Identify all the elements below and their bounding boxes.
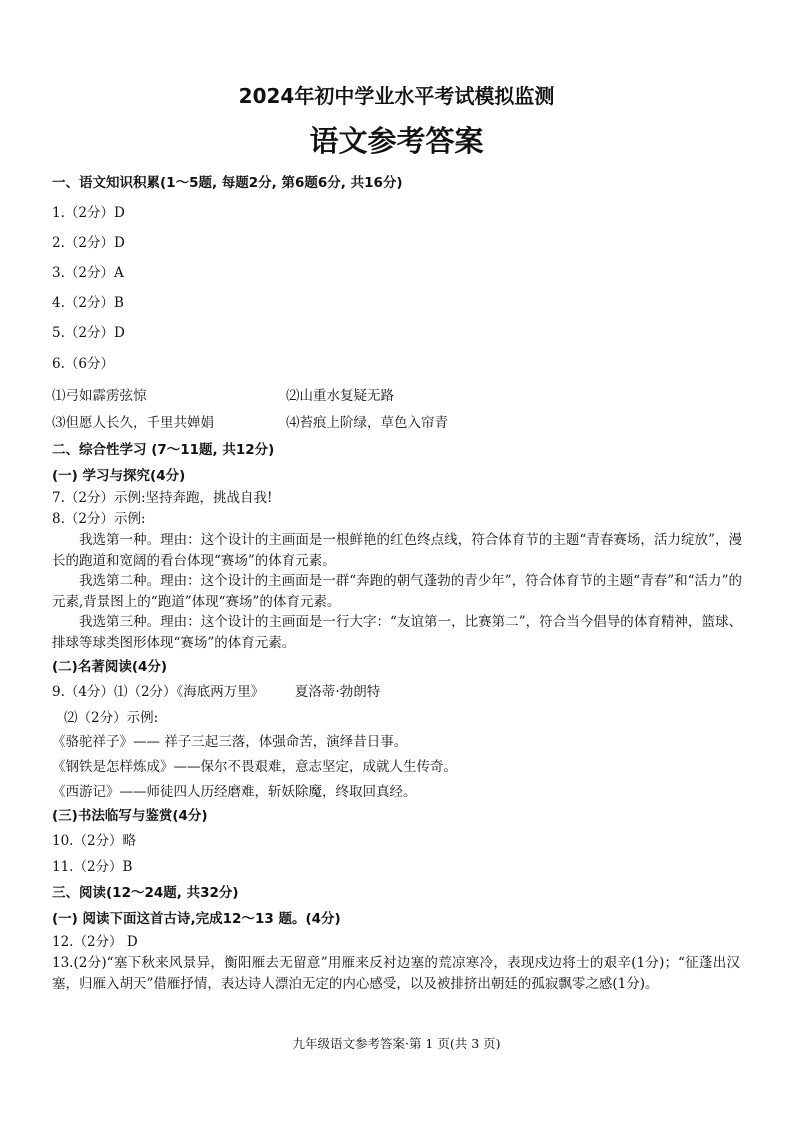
answer-8-choice1: 我选第一种。理由：这个设计的主画面是一根鲜艳的红色终点线，符合体育节的主题“青春赛场，活力绽放”，漫长的跑道和宽阔的看台体现“赛场”的体育元素。: [52, 532, 742, 569]
answer-11: 11.（2分）B: [52, 859, 133, 875]
answer-6-part4: ⑷苔痕上阶绿，草色入帘青: [286, 415, 448, 431]
answer-8-choice2: 我选第二种。理由：这个设计的主画面是一群“奔跑的朝气蓬勃的青少年”，符合体育节的主题“青春”和“活力”的元素,背景图上的“跑道”体现“赛场”的体育元素。: [52, 573, 742, 610]
answer-6: 6.（6分）: [52, 356, 114, 372]
answer-5: 5.（2分）D: [52, 325, 125, 341]
answer-13: 13.(2分)“塞下秋来风景异，衡阳雁去无留意”用雁来反衬边塞的荒凉寒冷，表现戍边将士的艰辛(1分)；“征蓬出汉塞，归雁入胡天”借雁抒情，表达诗人漂泊无定的内心感受，以及被排挤出朝廷的孤寂飘零之感(1分)。: [52, 955, 740, 992]
section3-heading: 三、阅读(12～24题, 共32分): [52, 885, 239, 901]
answer-8: 8.（2分）示例:: [52, 511, 146, 527]
answer-2: 2.（2分）D: [52, 235, 125, 251]
answer-4: 4.（2分）B: [52, 295, 124, 311]
document-subtitle: 语文参考答案: [309, 124, 484, 158]
section3-sub1: (一) 阅读下面这首古诗,完成12～13 题。(4分): [52, 911, 341, 927]
answer-6-part1: ⑴弓如霹雳弦惊: [52, 388, 147, 404]
answer-10: 10.（2分）略: [52, 833, 137, 849]
page-footer: 九年级语文参考答案·第 1 页(共 3 页): [292, 1036, 501, 1051]
section2-heading: 二、综合性学习 (7～11题, 共12分): [52, 442, 275, 458]
answer-9-book: 9.（4分）⑴（2分）《海底两万里》: [52, 684, 265, 700]
book-example-1: 《骆驼祥子》—— 祥子三起三落，体强命苦，演绎昔日事。: [52, 734, 408, 750]
answer-7: 7.（2分）示例:坚持奔跑，挑战自我!: [52, 490, 273, 506]
answer-3: 3.（2分）A: [52, 265, 124, 281]
section2-sub2: (二)名著阅读(4分): [52, 659, 168, 675]
answer-12: 12.（2分） D: [52, 934, 138, 950]
answer-1: 1.（2分）D: [52, 205, 125, 221]
exam-title: 2024年初中学业水平考试模拟监测: [238, 84, 555, 108]
book-example-2: 《钢铁是怎样炼成》——保尔不畏艰难，意志坚定，成就人生传奇。: [52, 759, 457, 775]
answer-9-author: 夏洛蒂·勃朗特: [294, 684, 381, 700]
section2-sub3: (三)书法临写与鉴赏(4分): [52, 808, 208, 824]
book-example-3: 《西游记》——师徒四人历经磨难，斩妖除魔，终取回真经。: [52, 784, 417, 800]
answer-6-part2: ⑵山重水复疑无路: [286, 388, 394, 404]
section1-heading: 一、语文知识积累(1～5题, 每题2分, 第6题6分, 共16分): [52, 175, 403, 191]
answer-9-part2: ⑵（2分）示例:: [64, 710, 159, 726]
answer-8-choice3: 我选第三种。理由：这个设计的主画面是一行大字：“友谊第一，比赛第二”，符合当今倡导的体育精神，篮球、排球等球类图形体现“赛场”的体育元素。: [52, 614, 742, 651]
answer-6-part3: ⑶但愿人长久，千里共婵娟: [52, 415, 214, 431]
answer-9: [52, 683, 380, 701]
section2-sub1: (一) 学习与探究(4分): [52, 468, 186, 484]
